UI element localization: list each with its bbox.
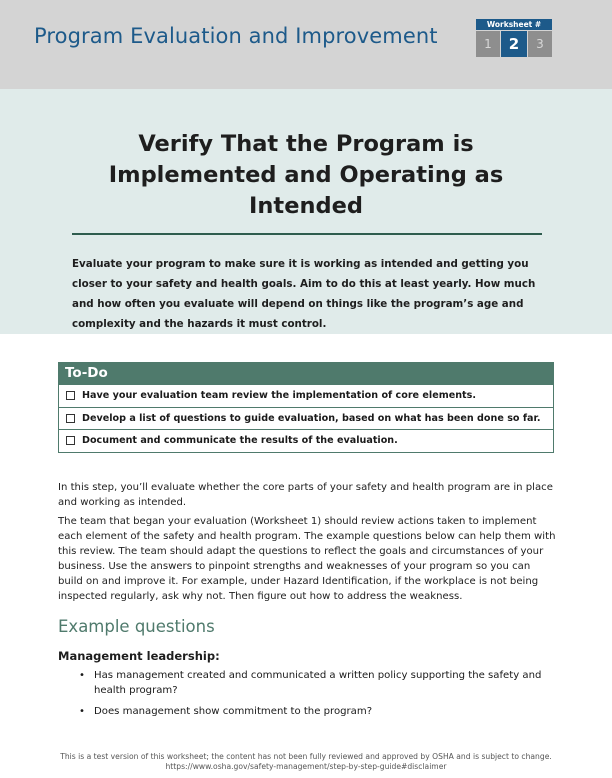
worksheet-2-tab[interactable]: 2 <box>501 31 527 57</box>
disclaimer-link[interactable]: https://www.osha.gov/safety-management/step-by-step-guide#disclaimer <box>165 762 447 771</box>
example-questions-heading: Example questions <box>58 617 215 636</box>
section-title: Program Evaluation and Improvement <box>34 24 438 48</box>
checkbox-icon[interactable] <box>66 391 75 400</box>
list-item: • Has management created and communicated a written policy supporting the safety and health program? <box>58 668 558 698</box>
title-divider <box>72 233 542 235</box>
todo-item-label: Have your evaluation team review the implementation of core elements. <box>82 390 476 402</box>
todo-item <box>59 384 553 407</box>
question-list <box>58 668 558 725</box>
worksheet-3-tab[interactable]: 3 <box>528 31 552 57</box>
management-leadership-heading: Management leadership: <box>58 649 220 663</box>
todo-item <box>59 429 553 452</box>
worksheet-1-tab[interactable]: 1 <box>476 31 500 57</box>
todo-item-label: Document and communicate the results of the evaluation. <box>82 435 398 447</box>
list-item: • Does management show commitment to the program? <box>58 704 558 719</box>
todo-heading: To-Do <box>59 363 553 384</box>
hero-section <box>0 89 612 334</box>
todo-item <box>59 407 553 430</box>
checkbox-icon[interactable] <box>66 414 75 423</box>
intro-paragraph: Evaluate your program to make sure it is working as intended and getting you closer to your safety and health goals. Aim to do this at least yearly. How much and how often you evaluate will depend on things like the program’s age and complexity and the hazards it must control. <box>72 258 536 330</box>
checkbox-icon[interactable] <box>66 436 75 445</box>
worksheet-selector <box>476 31 552 57</box>
page-title: Verify That the Program is Implemented and Operating as Intended <box>108 131 504 219</box>
worksheet-label: Worksheet # <box>476 19 552 30</box>
todo-item-label: Develop a list of questions to guide evaluation, based on what has been done so far. <box>82 412 541 424</box>
footer-disclaimer <box>40 752 572 772</box>
body-paragraph-1: In this step, you’ll evaluate whether the core parts of your safety and health program are in place and working as intended. <box>58 482 553 508</box>
disclaimer-text: This is a test version of this worksheet; the content has not been fully reviewed and approved by OSHA and is subject to change. <box>60 752 552 761</box>
body-paragraph-2: The team that began your evaluation (Worksheet 1) should review actions taken to implement each element of the safety and health program. The example questions below can help them with this review. The team should adapt the questions to reflect the goals and circumstances of your business. Use the answers to pinpoint strengths and weaknesses of your program so you can build on and improve it. For example, under Hazard Identification, if the workplace is not being inspected regularly, ask why not. Then figure out how to address the weakness. <box>58 516 556 602</box>
todo-box <box>58 362 554 453</box>
page-header <box>0 0 612 89</box>
